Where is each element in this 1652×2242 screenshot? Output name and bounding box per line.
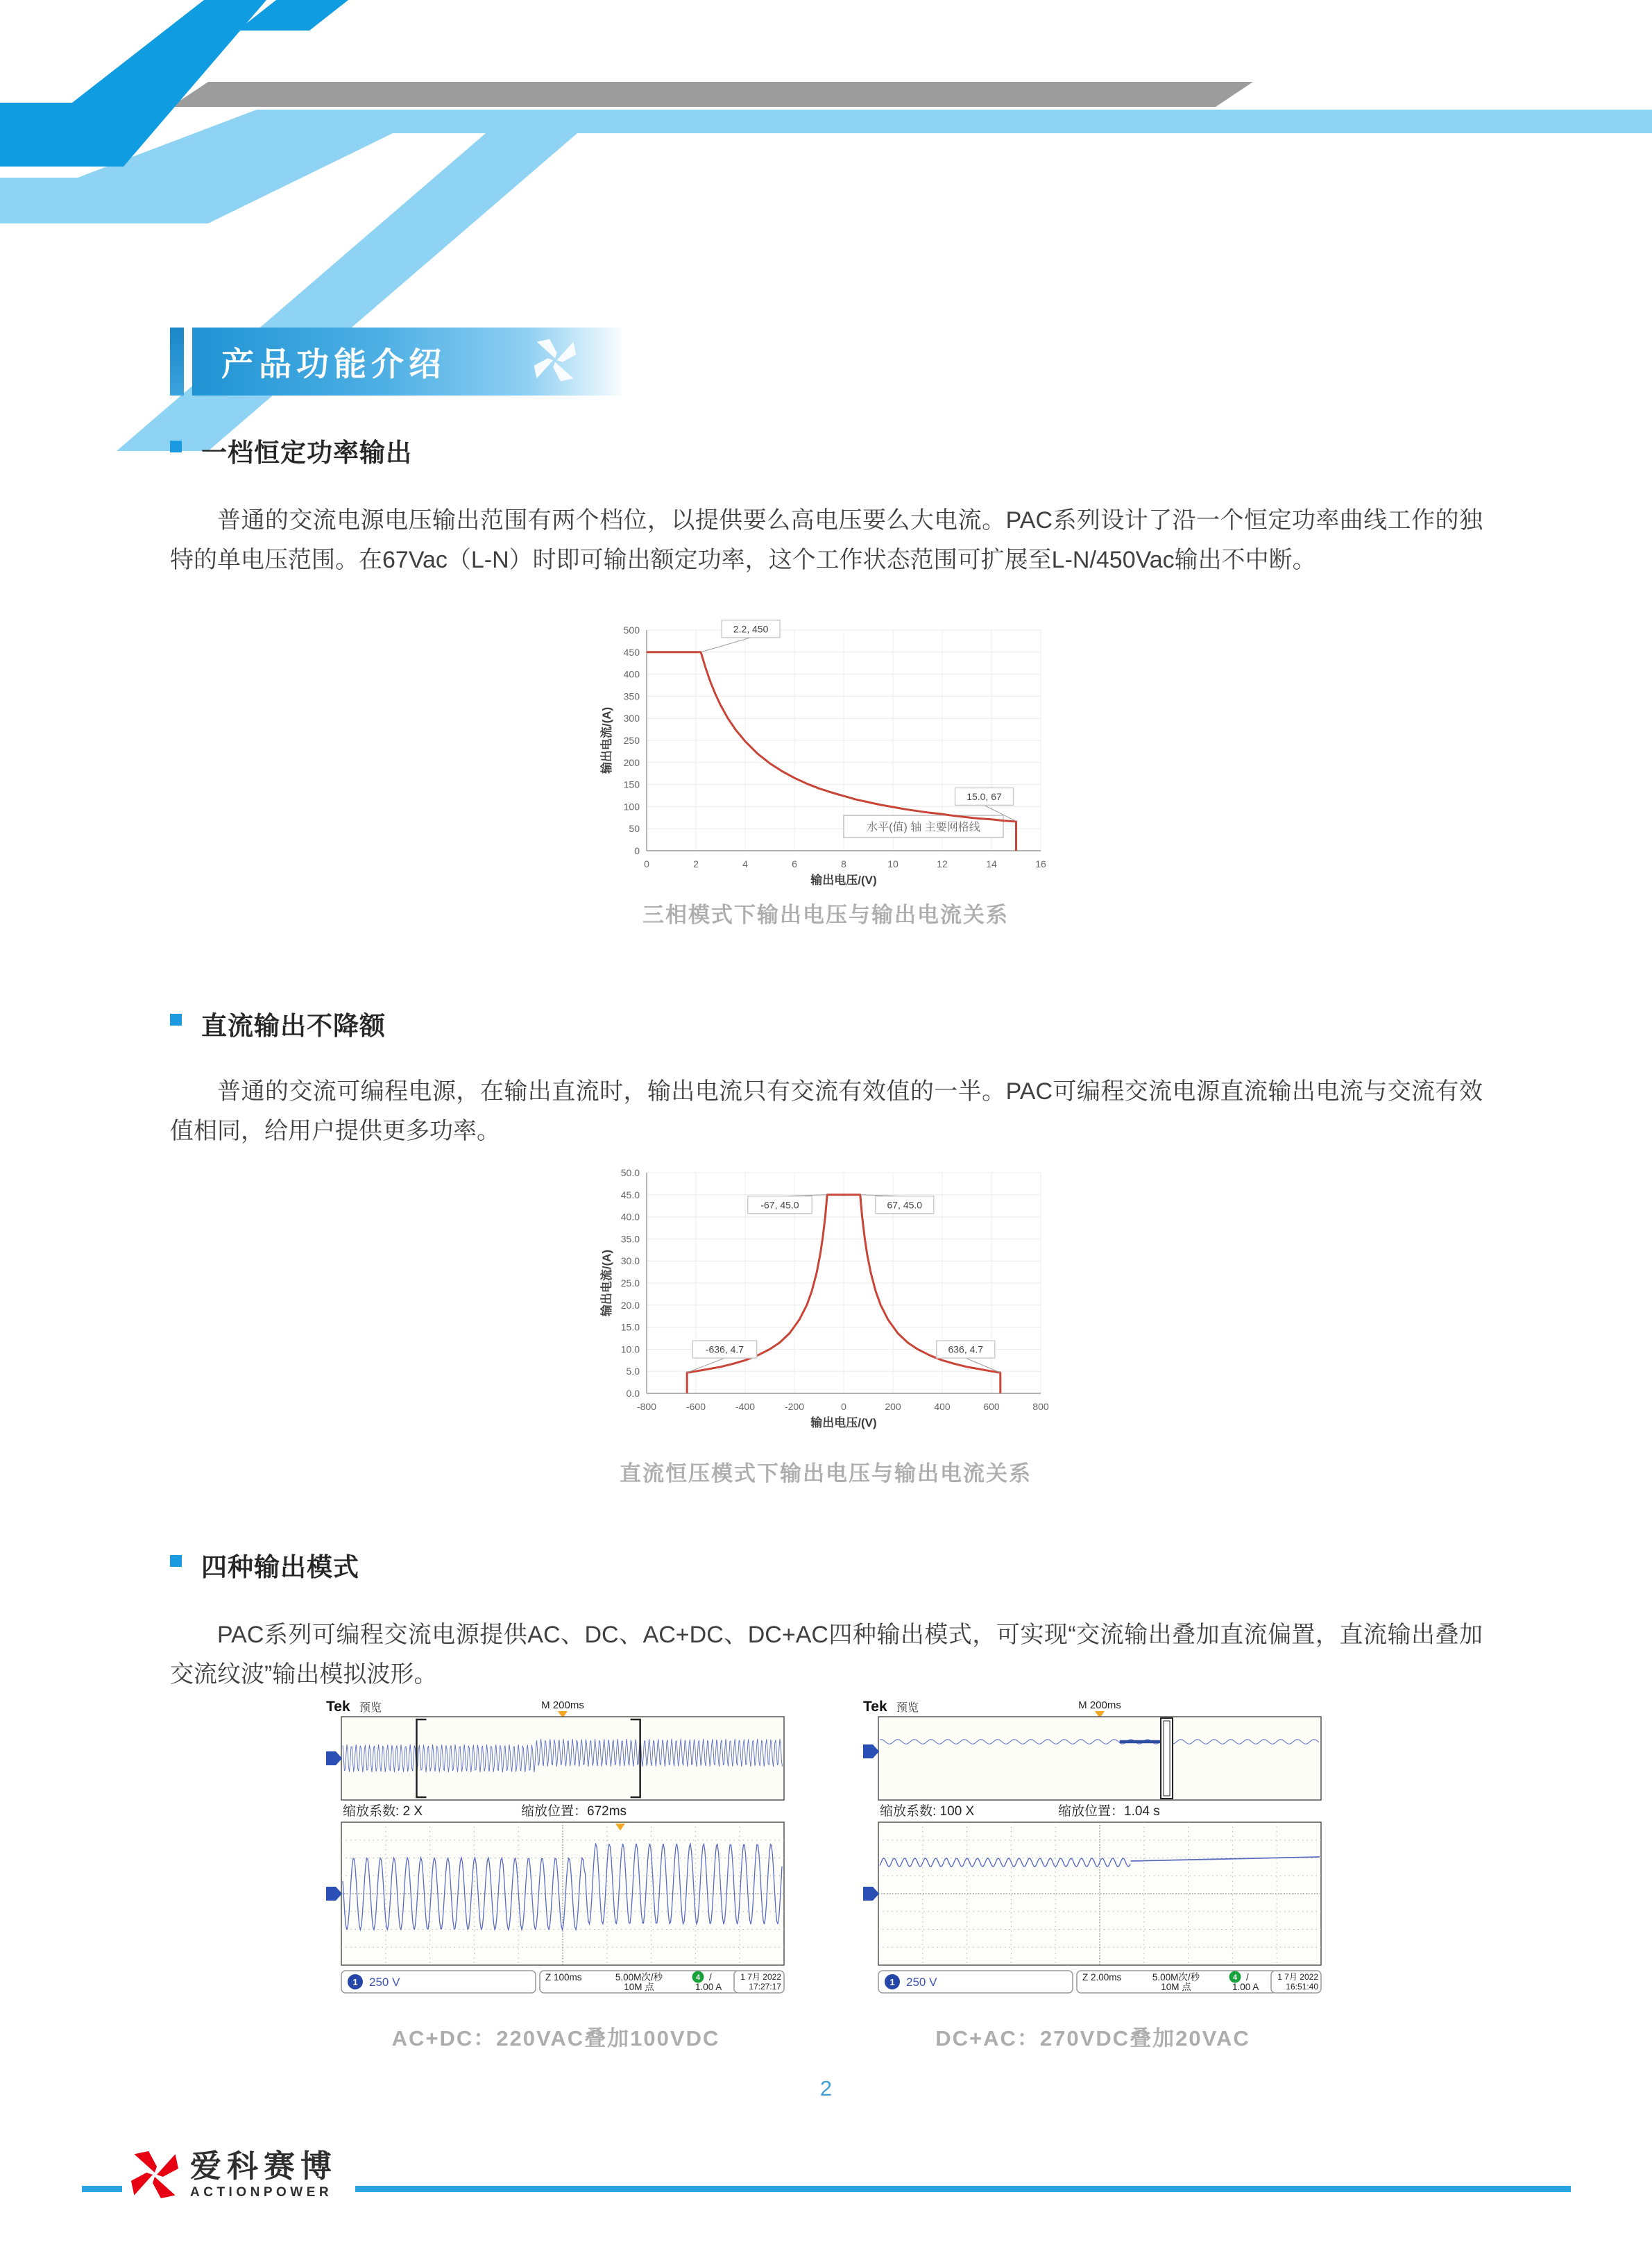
channel4-badge: 4 <box>695 1973 701 1982</box>
x-tick-label: 6 <box>792 858 797 869</box>
y-axis-title: 输出电流/(A) <box>600 706 613 774</box>
x-tick-label: 0 <box>644 858 649 869</box>
x-tick-label: 0 <box>841 1401 846 1412</box>
x-tick-label: 600 <box>983 1401 1000 1412</box>
point-annotation: 636, 4.7 <box>948 1343 984 1355</box>
y-tick-label: 200 <box>623 756 640 768</box>
scope-zoom-position: 缩放位置：672ms <box>521 1804 627 1819</box>
point-annotation: 15.0, 67 <box>966 790 1002 802</box>
zoom-timebase: Z 2.00ms <box>1082 1972 1122 1982</box>
x-tick-label: 16 <box>1035 858 1046 869</box>
y-tick-label: 0.0 <box>626 1388 640 1399</box>
section-heading-2-label: 直流输出不降额 <box>201 1012 386 1040</box>
zoom-window <box>1161 1718 1173 1799</box>
x-axis-title: 输出电压/(V) <box>810 874 877 887</box>
section-banner <box>170 328 621 396</box>
point-annotation: -636, 4.7 <box>705 1343 744 1355</box>
bullet-square-icon <box>170 1555 182 1567</box>
header-decoration <box>0 0 1652 486</box>
y-tick-label: 45.0 <box>620 1189 640 1200</box>
scope-caption-1: AC+DC：220VAC叠加100VDC <box>391 2026 720 2050</box>
section-heading-3-label: 四种输出模式 <box>201 1553 359 1581</box>
channel4-badge: 4 <box>1232 1973 1238 1982</box>
y-tick-label: 400 <box>623 668 640 680</box>
sample-rate: 5.00M次/秒 <box>615 1972 663 1982</box>
y-tick-label: 150 <box>623 779 640 790</box>
trigger-slope: / <box>709 1972 712 1982</box>
oscilloscope-dcac <box>860 1697 1325 1999</box>
y-tick-label: 250 <box>623 735 640 746</box>
channel1-badge: 1 <box>889 1977 895 1987</box>
channel1-badge: 1 <box>352 1977 358 1987</box>
y-tick-label: 50.0 <box>620 1167 640 1178</box>
oscilloscope-acdc <box>323 1697 788 1999</box>
sample-rate: 5.00M次/秒 <box>1152 1972 1200 1982</box>
x-tick-label: 14 <box>986 858 997 869</box>
y-tick-label: 0 <box>634 845 640 856</box>
chart-caption-2: 直流恒压模式下输出电压与输出电流关系 <box>620 1461 1032 1486</box>
scope-time: 17:27:17 <box>749 1982 781 1992</box>
y-tick-label: 300 <box>623 713 640 724</box>
scope-zoom-position: 缩放位置：1.04 s <box>1058 1804 1160 1819</box>
scope-mode: 预览 <box>359 1702 382 1714</box>
y-tick-label: 35.0 <box>620 1233 640 1245</box>
x-tick-label: 12 <box>937 858 948 869</box>
chart-caption-1: 三相模式下输出电压与输出电流关系 <box>642 903 1009 927</box>
x-tick-label: -200 <box>784 1401 805 1412</box>
section-paragraph-1: 普通的交流电源电压输出范围有两个档位，以提供要么高电压要么大电流。PAC系列设计了沿一个恒定功率曲线工作的独特的单电压范围。在67Vac（L-N）时即可输出额定功率，这个工作状态范围可扩展至L-N/450Vac输出不中断。 <box>170 507 1483 573</box>
point-annotation: 2.2, 450 <box>733 623 769 635</box>
chart-dc-mode <box>597 1160 1055 1441</box>
x-tick-label: 10 <box>887 858 899 869</box>
x-tick-label: -600 <box>686 1401 706 1412</box>
scope-brand: Tek <box>863 1699 887 1715</box>
footer-logo-text <box>190 2150 337 2200</box>
section-heading-1 <box>170 432 412 469</box>
header-gray-bar <box>171 82 1253 107</box>
scope-caption-2: DC+AC：270VDC叠加20VAC <box>935 2026 1250 2050</box>
chart-three-phase <box>597 618 1055 899</box>
page-number: 2 <box>819 2076 833 2100</box>
y-tick-label: 500 <box>623 625 640 636</box>
scope-time: 16:51:40 <box>1286 1982 1318 1992</box>
y-tick-label: 20.0 <box>620 1299 640 1311</box>
scope-timebase-label: M 200ms <box>541 1699 584 1711</box>
section-heading-1-label: 一档恒定功率输出 <box>201 439 412 467</box>
channel1-scale: 250 V <box>906 1976 937 1989</box>
scope-mode: 预览 <box>896 1702 919 1714</box>
x-tick-label: -400 <box>735 1401 756 1412</box>
x-tick-label: 400 <box>934 1401 951 1412</box>
zoom-timebase: Z 100ms <box>545 1972 582 1982</box>
y-tick-label: 350 <box>623 690 640 702</box>
y-tick-label: 25.0 <box>620 1277 640 1289</box>
y-tick-label: 450 <box>623 646 640 658</box>
footer-logo <box>122 2143 355 2207</box>
bullet-square-icon <box>170 1014 182 1026</box>
trigger-slope: / <box>1246 1972 1249 1982</box>
y-tick-label: 5.0 <box>626 1366 640 1377</box>
banner-pinwheel-icon <box>532 337 578 383</box>
bullet-square-icon <box>170 441 182 452</box>
section-heading-2 <box>170 1005 386 1042</box>
banner-accent-bar <box>170 328 184 396</box>
y-tick-label: 50 <box>629 823 640 835</box>
scope-timebase-label: M 200ms <box>1078 1699 1121 1711</box>
footer-logo-en: ACTIONPOWER <box>190 2184 333 2200</box>
x-tick-label: 200 <box>885 1401 901 1412</box>
x-tick-label: 4 <box>742 858 748 869</box>
record-length: 10M 点 <box>624 1982 654 1992</box>
banner-body <box>192 328 621 396</box>
scope-date: 1 7月 2022 <box>1277 1972 1318 1982</box>
y-tick-label: 15.0 <box>620 1321 640 1333</box>
y-axis-title: 输出电流/(A) <box>600 1249 613 1317</box>
x-tick-label: 2 <box>693 858 699 869</box>
actionpower-logo-icon <box>129 2149 180 2200</box>
x-tick-label: 800 <box>1032 1401 1049 1412</box>
trigger-level: 1.00 A <box>1232 1982 1259 1992</box>
y-tick-label: 100 <box>623 801 640 813</box>
point-annotation: -67, 45.0 <box>760 1199 799 1211</box>
x-axis-title: 输出电压/(V) <box>810 1416 877 1429</box>
footer-logo-cn: 爱科赛博 <box>190 2148 338 2184</box>
scope-brand: Tek <box>326 1699 350 1715</box>
x-tick-label: -800 <box>636 1401 657 1412</box>
x-tick-label: 8 <box>841 858 846 869</box>
record-length: 10M 点 <box>1161 1982 1191 1992</box>
page-title: 产品功能介绍 <box>221 345 446 382</box>
section-paragraph-2: 普通的交流可编程电源，在输出直流时，输出电流只有交流有效值的一半。PAC可编程交流电源直流输出电流与交流有效值相同，给用户提供更多功率。 <box>170 1078 1483 1144</box>
y-tick-label: 40.0 <box>620 1211 640 1223</box>
scope-zoom-factor: 缩放系数: 100 X <box>880 1804 975 1819</box>
trigger-level: 1.00 A <box>695 1982 722 1992</box>
scope-date: 1 7月 2022 <box>740 1972 781 1982</box>
gridline-tooltip: 水平(值) 轴 主要网格线 <box>867 822 980 834</box>
section-heading-3 <box>170 1546 359 1583</box>
scope-zoom-factor: 缩放系数: 2 X <box>343 1804 423 1819</box>
point-annotation: 67, 45.0 <box>887 1199 923 1211</box>
y-tick-label: 10.0 <box>620 1343 640 1355</box>
section-paragraph-3: PAC系列可编程交流电源提供AC、DC、AC+DC、DC+AC四种输出模式，可实现“交流输出叠加直流偏置，直流输出叠加交流纹波”输出模拟波形。 <box>170 1622 1483 1688</box>
channel1-scale: 250 V <box>369 1976 400 1989</box>
y-tick-label: 30.0 <box>620 1255 640 1267</box>
header-lightblue-band <box>0 110 1652 223</box>
